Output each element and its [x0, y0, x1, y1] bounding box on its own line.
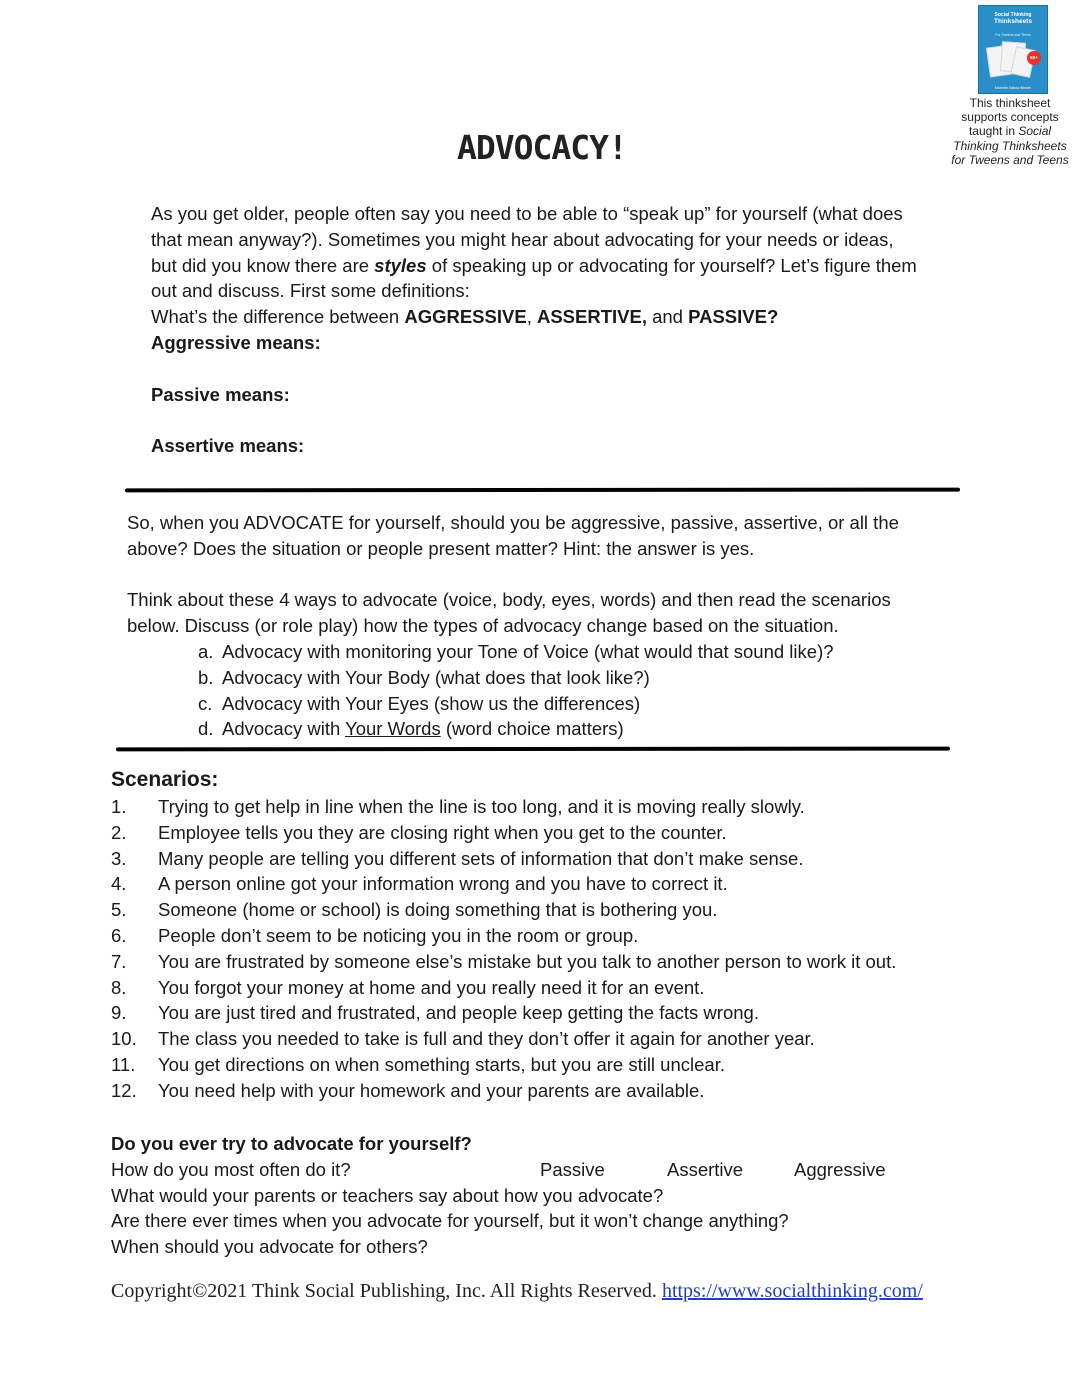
- option-passive: Passive: [540, 1158, 605, 1180]
- question-line: [111, 1157, 991, 1183]
- intro-text: of speaking up or advocating for yourself? Let’s figure them: [426, 254, 917, 276]
- intro-line: [151, 253, 917, 279]
- scenario-text: People don’t seem to be noticing you in the room or group.: [158, 924, 639, 946]
- scenario-number: 9.: [111, 1002, 127, 1024]
- book-cover-badge: 50+: [1027, 51, 1041, 65]
- book-caption-line: supports concepts: [961, 110, 1059, 125]
- scenario-number: 11.: [111, 1053, 136, 1075]
- book-caption-line: This thinksheet: [969, 96, 1051, 110]
- question-line: When should you advocate for others?: [111, 1236, 428, 1258]
- copyright-text: Copyright©2021 Think Social Publishing, Inc. All Rights Reserved.: [111, 1280, 657, 1302]
- scenario-text: You get directions on when something starts, but you are still unclear.: [158, 1053, 725, 1075]
- list-item-text: Advocacy with monitoring your Tone of Voice (what would that sound like)?: [222, 640, 834, 662]
- scenario-number: 4.: [111, 873, 127, 895]
- list-item-label: c.: [198, 692, 213, 714]
- question-text: How do you most often do it?: [111, 1158, 351, 1180]
- questions-heading: Do you ever try to advocate for yourself?: [111, 1133, 472, 1154]
- advocacy-ways-list: [198, 639, 899, 742]
- scenario-number: 7.: [111, 950, 127, 972]
- scenario-text: You are just tired and frustrated, and people keep getting the facts wrong.: [158, 1002, 759, 1024]
- list-item-underlined: Your Words: [345, 718, 441, 740]
- book-caption-line: for Tweens and Teens: [951, 152, 1069, 167]
- scenario-text: You are frustrated by someone else’s mistake but you talk to another person to work it out.: [158, 950, 897, 972]
- book-cover-line2: Thinksheets: [994, 18, 1032, 25]
- list-item: [198, 665, 899, 691]
- list-item-text: Advocacy with Your Body (what does that look like?): [222, 666, 650, 688]
- book-caption-line: [940, 124, 1080, 138]
- book-cover-author: Michelle Garcia Winner: [994, 86, 1032, 90]
- scenario-item: [111, 871, 896, 897]
- intro-line: out and discuss. First some definitions:: [151, 280, 470, 302]
- advocate-section: [127, 510, 899, 742]
- page-title: ADVOCACY!: [457, 128, 627, 167]
- scenarios-heading: Scenarios:: [111, 768, 219, 791]
- book-cover-line1: Social Thinking: [994, 12, 1032, 18]
- scenario-text: You forgot your money at home and you really need it for an event.: [158, 976, 705, 998]
- list-item-text: (word choice matters): [440, 718, 624, 740]
- divider-line: [116, 747, 950, 752]
- intro-text: What’s the difference between: [151, 306, 405, 328]
- advocate-line: below. Discuss (or role play) how the types of advocacy change based on the situation.: [127, 615, 839, 637]
- website-link[interactable]: https://www.socialthinking.com/: [661, 1280, 923, 1302]
- list-item-text: Advocacy with Your Eyes (show us the differences): [222, 692, 641, 714]
- advocate-line: Think about these 4 ways to advocate (voice, body, eyes, words) and then read the scenarios: [127, 589, 891, 611]
- scenario-number: 8.: [111, 976, 127, 998]
- scenario-number: 1.: [111, 796, 127, 817]
- term-passive: PASSIVE?: [688, 306, 779, 328]
- scenario-item: [111, 1026, 896, 1052]
- scenario-item: [111, 846, 896, 872]
- aggressive-definition-label: Aggressive means:: [151, 331, 321, 353]
- book-caption-text: taught in: [968, 124, 1019, 139]
- list-item: [198, 639, 899, 665]
- scenario-item: [111, 1052, 896, 1078]
- advocate-line: above? Does the situation or people present matter? Hint: the answer is yes.: [127, 537, 755, 559]
- option-assertive: Assertive: [667, 1158, 744, 1180]
- question-line: What would your parents or teachers say about how you advocate?: [111, 1184, 664, 1206]
- intro-line: As you get older, people often say you need to be able to “speak up” for yourself (what does: [151, 203, 903, 224]
- advocate-line: So, when you ADVOCATE for yourself, should you be aggressive, passive, assertive, or all the: [127, 512, 899, 533]
- intro-text: ,: [526, 306, 537, 328]
- scenario-text: Trying to get help in line when the line is too long, and it is moving really slowly.: [158, 796, 805, 817]
- list-item-text: Advocacy with: [222, 718, 346, 740]
- copyright-footer: [111, 1280, 923, 1303]
- intro-text: and: [646, 306, 689, 328]
- term-assertive: ASSERTIVE,: [536, 306, 647, 328]
- scenario-item: [111, 1078, 896, 1104]
- scenario-item: [111, 820, 896, 846]
- questions-section: [111, 1131, 991, 1260]
- option-aggressive: Aggressive: [794, 1158, 886, 1180]
- intro-section: [151, 201, 917, 459]
- scenario-text: Many people are telling you different sets of information that don’t make sense.: [158, 847, 804, 869]
- list-item-label: b.: [198, 666, 214, 688]
- list-item-label: d.: [198, 718, 214, 740]
- scenario-item: [111, 794, 896, 820]
- scenario-text: The class you needed to take is full and they don’t offer it again for another year.: [158, 1028, 815, 1050]
- scenario-number: 3.: [111, 847, 127, 869]
- scenario-text: A person online got your information wrong and you have to correct it.: [158, 873, 728, 895]
- scenario-number: 12.: [111, 1079, 137, 1101]
- passive-definition-label: Passive means:: [151, 383, 290, 405]
- scenario-text: Someone (home or school) is doing something that is bothering you.: [158, 899, 718, 921]
- scenario-text: You need help with your homework and your parents are available.: [158, 1079, 705, 1101]
- book-cover-image: [978, 5, 1048, 94]
- term-aggressive: AGGRESSIVE: [404, 306, 527, 328]
- book-caption-italic: Social: [1018, 124, 1052, 139]
- book-caption: [940, 96, 1080, 167]
- scenario-item: [111, 975, 896, 1001]
- list-item: [198, 691, 899, 717]
- list-item: [198, 716, 899, 742]
- scenario-number: 5.: [111, 899, 127, 921]
- intro-text: but did you know there are: [151, 254, 375, 276]
- scenario-item: [111, 949, 896, 975]
- scenario-item: [111, 897, 896, 923]
- intro-question: [151, 304, 917, 330]
- list-item-label: a.: [198, 640, 214, 662]
- assertive-definition-label: Assertive means:: [151, 435, 305, 457]
- scenario-number: 6.: [111, 924, 127, 946]
- question-line: Are there ever times when you advocate for yourself, but it won’t change anything?: [111, 1210, 789, 1232]
- scenario-number: 10.: [111, 1028, 137, 1050]
- intro-emphasis: styles: [374, 254, 427, 276]
- scenario-number: 2.: [111, 821, 127, 843]
- scenario-text: Employee tells you they are closing right when you get to the counter.: [158, 821, 727, 843]
- divider-line: [125, 488, 960, 493]
- book-caption-line: Thinking Thinksheets: [953, 138, 1067, 153]
- scenario-item: [111, 923, 896, 949]
- intro-line: that mean anyway?). Sometimes you might hear about advocating for your needs or ideas,: [151, 228, 894, 250]
- scenario-list: [111, 794, 896, 1104]
- scenario-item: [111, 1000, 896, 1026]
- scenarios-section: [111, 766, 896, 1104]
- book-cover-line3: For Tweens and Teens: [995, 33, 1031, 37]
